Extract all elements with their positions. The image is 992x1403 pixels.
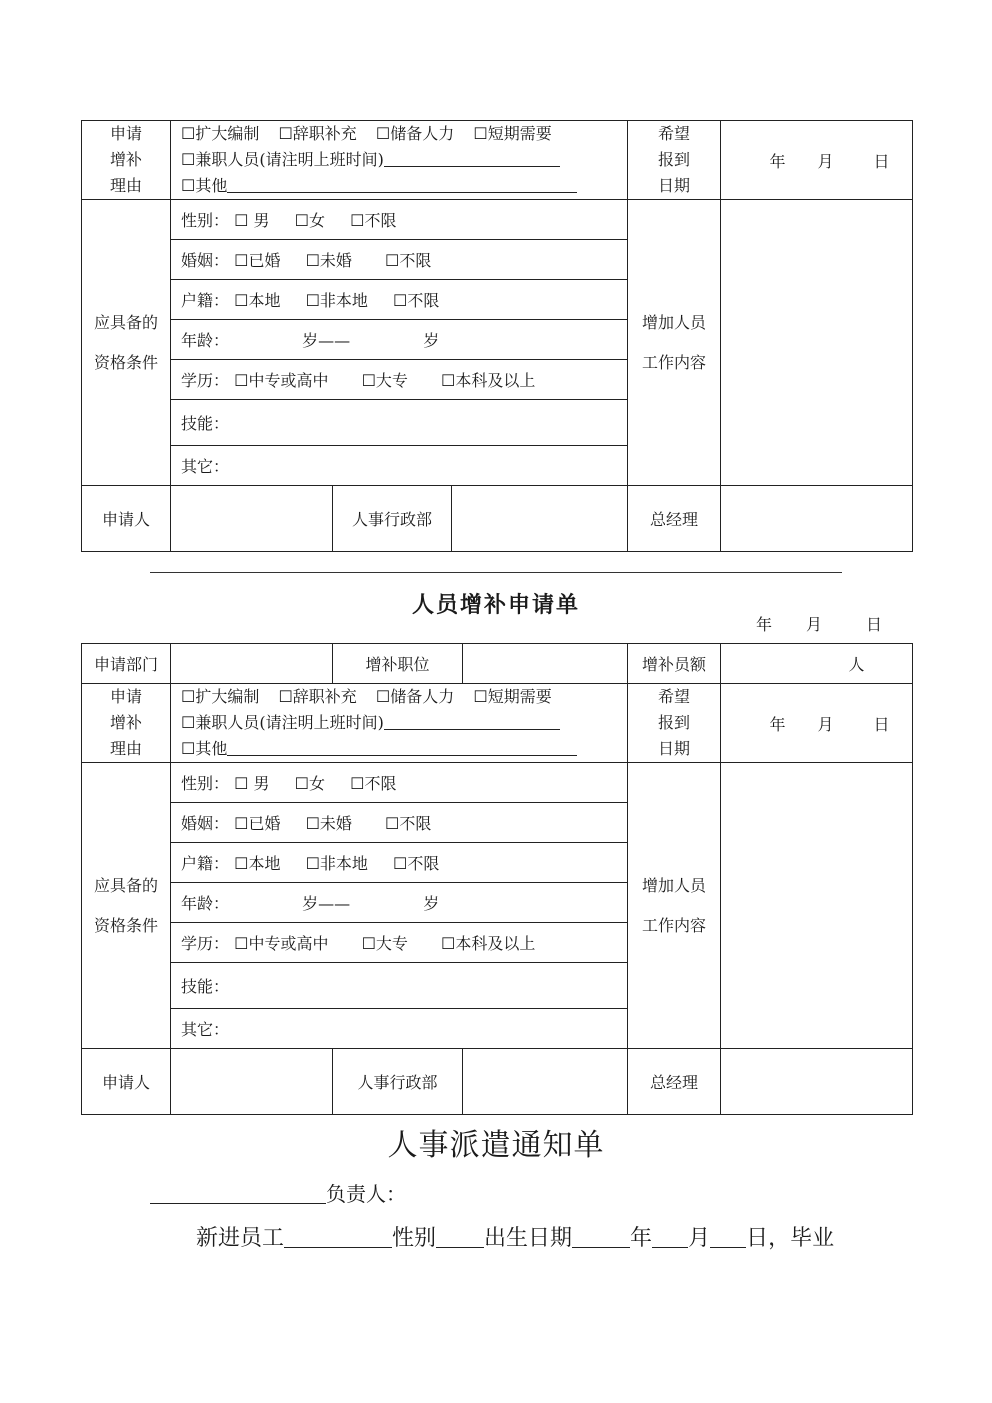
checkbox-hukou-any[interactable]: ☐不限 xyxy=(393,854,440,873)
gm-field[interactable] xyxy=(721,1049,913,1115)
education-row: 学历： ☐中专或高中 ☐大专 ☐本科及以上 xyxy=(171,923,628,963)
education-row: 学历： ☐中专或高中 ☐大专 ☐本科及以上 xyxy=(171,360,628,400)
work-content-field[interactable] xyxy=(721,763,913,1049)
staff-request-form-top xyxy=(81,120,913,552)
checkbox-nonlocal[interactable]: ☐非本地 xyxy=(305,291,368,310)
checkbox-reserve[interactable]: ☐储备人力 xyxy=(375,124,455,143)
parttime-blank[interactable] xyxy=(384,713,560,730)
hr-label: 人事行政部 xyxy=(333,486,452,552)
hr-label: 人事行政部 xyxy=(333,1049,463,1115)
checkbox-local[interactable]: ☐本地 xyxy=(234,854,281,873)
quota-label: 增补员额 xyxy=(628,644,721,684)
hr-field[interactable] xyxy=(463,1049,628,1115)
checkbox-other[interactable]: ☐其他 xyxy=(181,739,228,758)
hope-date-field[interactable]: 年 月 日 xyxy=(721,684,913,763)
checkbox-marriage-any[interactable]: ☐不限 xyxy=(385,251,432,270)
checkbox-marriage-any[interactable]: ☐不限 xyxy=(385,814,432,833)
marriage-row: 婚姻： ☐已婚 ☐未婚 ☐不限 xyxy=(171,240,628,280)
year-label: 年 xyxy=(630,1226,653,1251)
hr-field[interactable] xyxy=(452,486,628,552)
checkbox-female[interactable]: ☐女 xyxy=(294,774,325,793)
notice-title: 人事派遣通知单 xyxy=(387,1128,605,1163)
checkbox-expand[interactable]: ☐扩大编制 xyxy=(181,687,260,706)
reason-label: 申请 增补 理由 xyxy=(82,121,171,200)
checkbox-highschool[interactable]: ☐中专或高中 xyxy=(234,934,329,953)
age-to[interactable]: 岁 xyxy=(423,331,440,350)
notice-manager-line xyxy=(150,1178,406,1207)
other-blank[interactable] xyxy=(227,176,577,193)
checkbox-parttime[interactable]: ☐兼职人员(请注明上班时间) xyxy=(181,713,384,732)
other-row[interactable]: 其它： xyxy=(171,1009,628,1049)
other-blank[interactable] xyxy=(227,739,577,756)
checkbox-gender-any[interactable]: ☐不限 xyxy=(350,211,397,230)
checkbox-college[interactable]: ☐大专 xyxy=(361,371,408,390)
age-from[interactable]: 岁—— xyxy=(302,894,351,913)
age-row: 年龄： 岁—— 岁 xyxy=(171,883,628,923)
checkbox-married[interactable]: ☐已婚 xyxy=(234,814,281,833)
notice-employee-line xyxy=(196,1221,834,1252)
checkbox-expand[interactable]: ☐扩大编制 xyxy=(181,124,260,143)
reason-label: 申请 增补 理由 xyxy=(82,684,171,763)
work-content-label: 增加人员 工作内容 xyxy=(628,200,721,486)
applicant-label: 申请人 xyxy=(82,1049,171,1115)
hope-date-label: 希望 报到 日期 xyxy=(628,684,721,763)
birth-label: 出生日期 xyxy=(484,1226,573,1251)
form-date[interactable]: 年 月 日 xyxy=(756,615,883,634)
reason-options xyxy=(171,121,628,200)
qualification-label: 应具备的 资格条件 xyxy=(82,763,171,1049)
age-row: 年龄： 岁—— 岁 xyxy=(171,320,628,360)
checkbox-bachelor[interactable]: ☐本科及以上 xyxy=(441,934,536,953)
checkbox-shortterm[interactable]: ☐短期需要 xyxy=(473,687,552,706)
separator-line xyxy=(150,572,842,573)
month-label: 月 xyxy=(688,1226,711,1251)
checkbox-unmarried[interactable]: ☐未婚 xyxy=(305,251,352,270)
hope-date-field[interactable]: 年 月 日 xyxy=(721,121,913,200)
checkbox-female[interactable]: ☐女 xyxy=(294,211,325,230)
checkbox-other[interactable]: ☐其他 xyxy=(181,176,228,195)
applicant-label: 申请人 xyxy=(82,486,171,552)
position-label: 增补职位 xyxy=(333,644,463,684)
gm-field[interactable] xyxy=(721,486,913,552)
checkbox-hukou-any[interactable]: ☐不限 xyxy=(393,291,440,310)
marriage-row: 婚姻： ☐已婚 ☐未婚 ☐不限 xyxy=(171,803,628,843)
checkbox-local[interactable]: ☐本地 xyxy=(234,291,281,310)
other-row[interactable]: 其它： xyxy=(171,446,628,486)
quota-field[interactable]: 人 xyxy=(721,644,913,684)
new-employee-label: 新进员工 xyxy=(196,1226,285,1251)
applicant-field[interactable] xyxy=(171,486,333,552)
gender-row: 性别： ☐ 男 ☐女 ☐不限 xyxy=(171,200,628,240)
checkbox-highschool[interactable]: ☐中专或高中 xyxy=(234,371,329,390)
checkbox-married[interactable]: ☐已婚 xyxy=(234,251,281,270)
dept-label: 申请部门 xyxy=(82,644,171,684)
parttime-blank[interactable] xyxy=(384,150,560,167)
checkbox-resign[interactable]: ☐辞职补充 xyxy=(278,124,357,143)
checkbox-male[interactable]: ☐ 男 xyxy=(234,211,270,230)
applicant-field[interactable] xyxy=(171,1049,333,1115)
checkbox-male[interactable]: ☐ 男 xyxy=(234,774,270,793)
gm-label: 总经理 xyxy=(628,486,721,552)
form-title: 人员增补申请单 xyxy=(411,592,580,618)
age-from[interactable]: 岁—— xyxy=(302,331,351,350)
manager-dept-blank[interactable] xyxy=(150,1183,326,1204)
qualification-label: 应具备的 资格条件 xyxy=(82,200,171,486)
reason-options xyxy=(171,684,628,763)
hope-date-label: 希望 报到 日期 xyxy=(628,121,721,200)
checkbox-gender-any[interactable]: ☐不限 xyxy=(350,774,397,793)
checkbox-resign[interactable]: ☐辞职补充 xyxy=(278,687,357,706)
work-content-label: 增加人员 工作内容 xyxy=(628,763,721,1049)
gender-row: 性别： ☐ 男 ☐女 ☐不限 xyxy=(171,763,628,803)
gender-blank[interactable] xyxy=(436,1227,484,1248)
age-to[interactable]: 岁 xyxy=(423,894,440,913)
work-content-field[interactable] xyxy=(721,200,913,486)
employee-name-blank[interactable] xyxy=(284,1227,392,1248)
position-field[interactable] xyxy=(463,644,628,684)
skills-row[interactable]: 技能： xyxy=(171,963,628,1009)
checkbox-college[interactable]: ☐大专 xyxy=(361,934,408,953)
checkbox-parttime[interactable]: ☐兼职人员(请注明上班时间) xyxy=(181,150,384,169)
birth-year-blank[interactable] xyxy=(572,1227,630,1248)
birth-day-blank[interactable] xyxy=(710,1227,746,1248)
gm-label: 总经理 xyxy=(628,1049,721,1115)
hukou-row: 户籍： ☐本地 ☐非本地 ☐不限 xyxy=(171,843,628,883)
checkbox-bachelor[interactable]: ☐本科及以上 xyxy=(441,371,536,390)
checkbox-shortterm[interactable]: ☐短期需要 xyxy=(473,124,552,143)
skills-row[interactable]: 技能： xyxy=(171,400,628,446)
day-graduate-label: 日，毕业 xyxy=(746,1226,835,1251)
dept-field[interactable] xyxy=(171,644,333,684)
manager-label: 负责人： xyxy=(326,1182,406,1206)
hukou-row: 户籍： ☐本地 ☐非本地 ☐不限 xyxy=(171,280,628,320)
checkbox-unmarried[interactable]: ☐未婚 xyxy=(305,814,352,833)
gender-label: 性别 xyxy=(392,1226,437,1251)
checkbox-reserve[interactable]: ☐储备人力 xyxy=(375,687,455,706)
staff-request-form xyxy=(81,643,913,1115)
birth-month-blank[interactable] xyxy=(652,1227,688,1248)
checkbox-nonlocal[interactable]: ☐非本地 xyxy=(305,854,368,873)
